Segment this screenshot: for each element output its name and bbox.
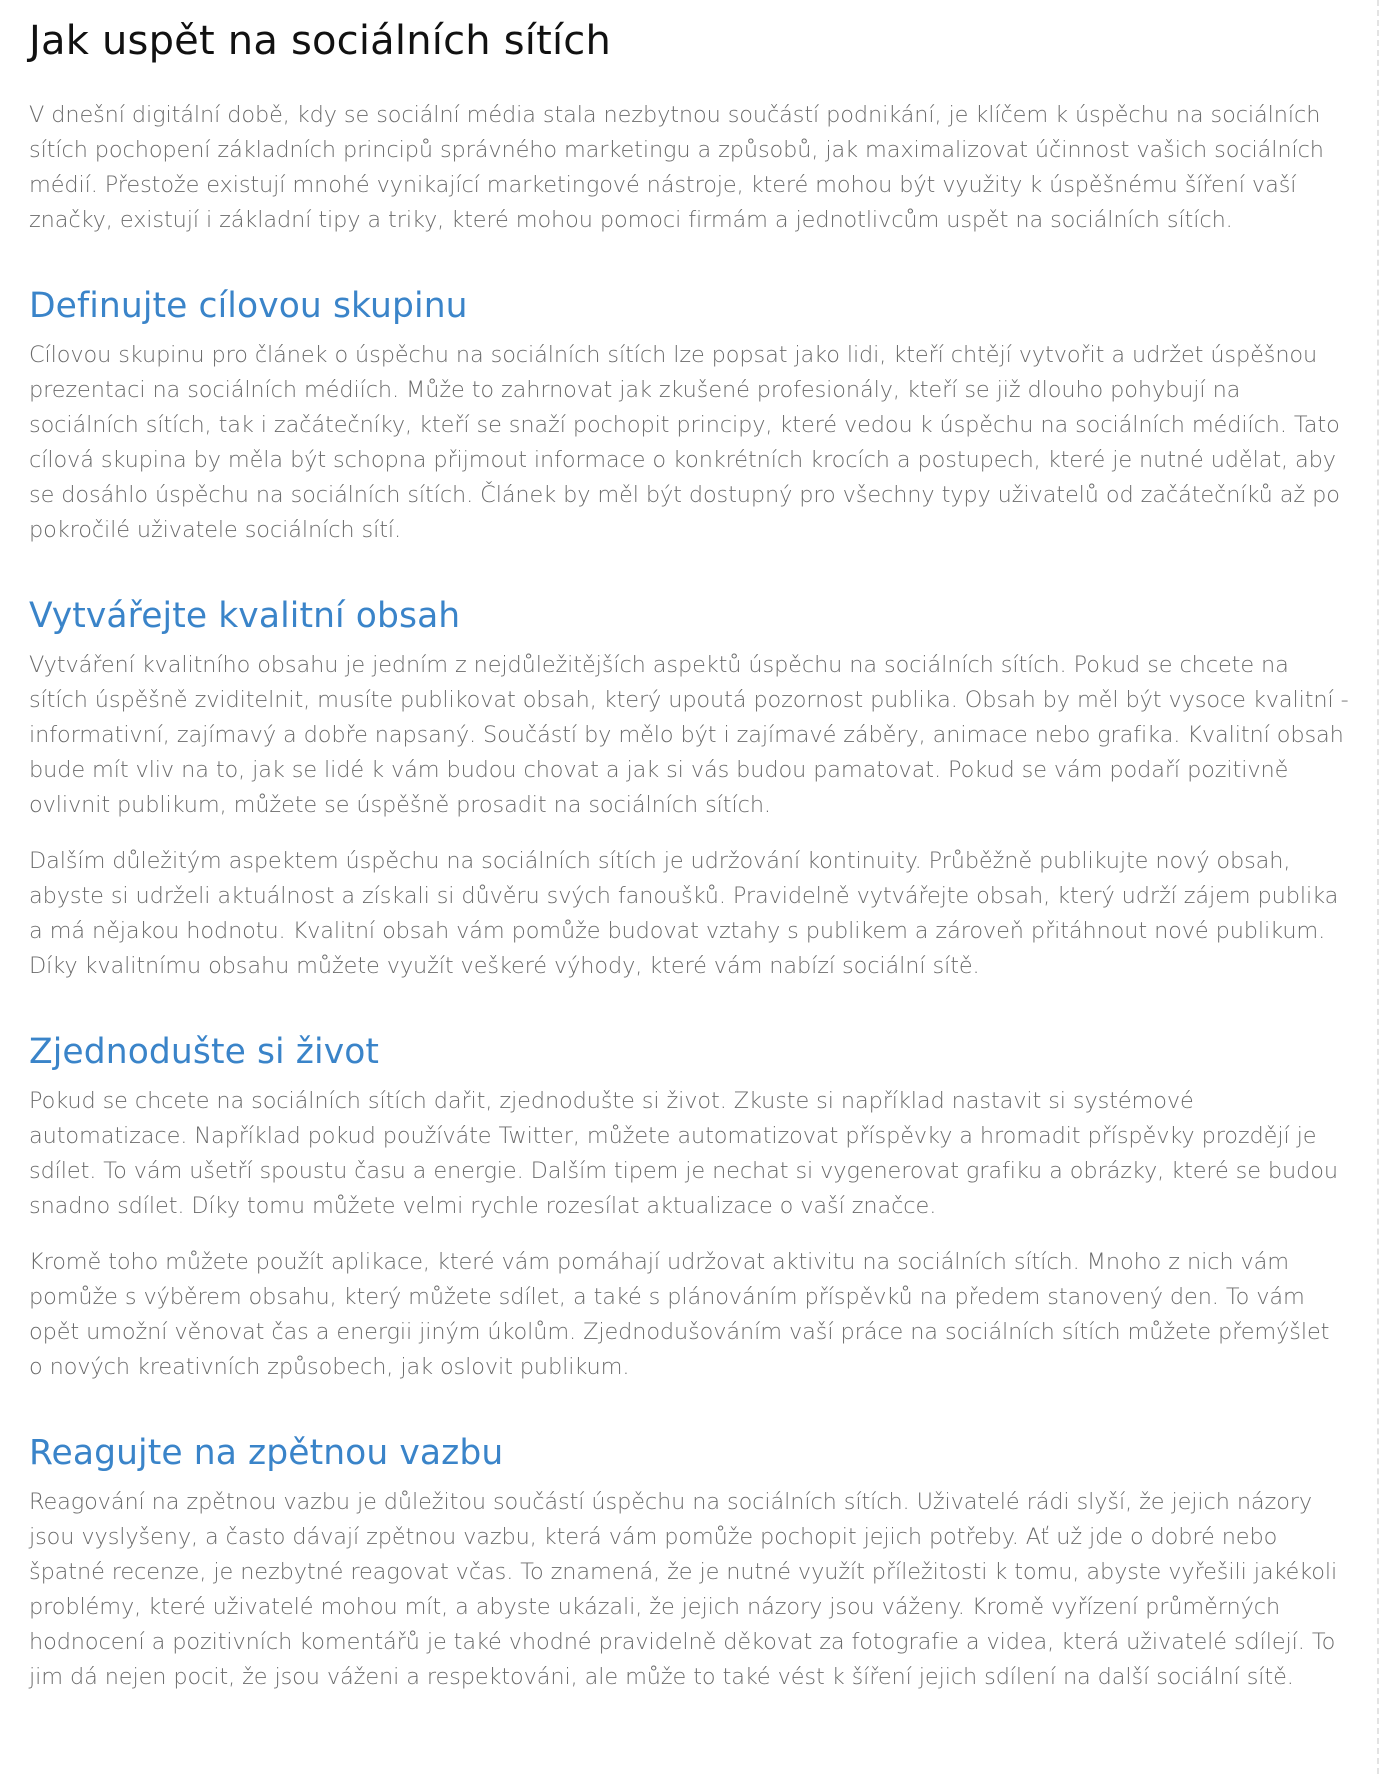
article [29, 0, 1349, 1695]
section-paragraph: Cílovou skupinu pro článek o úspěchu na sociálních sítích lze popsat jako lidi, kteří chtějí vytvořit a udržet úspěšnou prezentaci na sociálních médiích. Může to zahrnovat jak zkušené profesionály, kteří se již dlouho pohybují na sociálních sítích, tak i začátečníky, kteří se snaží pochopit principy, které vedou k úspěchu na sociálních médiích. Tato cílová skupina by měla být schopna přijmout informace o konkrétních krocích a postupech, které je nutné udělat, aby se dosáhlo úspěchu na sociálních sítích. Článek by měl být dostupný pro všechny typy uživatelů od začátečníků až po pokročilé uživatele sociálních sítí. [29, 342, 1340, 543]
article-title: Jak uspět na sociálních sítích [29, 18, 612, 64]
section-simplify-life [29, 1028, 1349, 1385]
section-paragraph: Reagování na zpětnou vazbu je důležitou součástí úspěchu na sociálních sítích. Uživatelé rádi slyší, že jejich názory jsou vyslyšeny, a často dávají zpětnou vazbu, která vám pomůže pochopit jejich potřeby. Ať už jde o dobré nebo špatné recenze, je nezbytné reagovat včas. To znamená, že je nutné využít příležitosti k tomu, abyste vyřešili jakékoli problémy, které uživatelé mohou mít, a abyste ukázali, že jejich názory jsou váženy. Kromě vyřízení průměrných hodnocení a pozitivních komentářů je také vhodné pravidelně děkovat za fotografie a videa, která uživatelé sdílejí. To jim dá nejen pocit, že jsou váženi a respektováni, ale může to také vést k šíření jejich sdílení na další sociální sítě. [29, 1489, 1338, 1690]
page-edge-divider [1377, 0, 1379, 1774]
section-quality-content [29, 592, 1349, 984]
section-target-group [29, 282, 1349, 548]
section-paragraph: Kromě toho můžete použít aplikace, které vám pomáhají udržovat aktivitu na sociálních sítích. Mnoho z nich vám pomůže s výběrem obsahu, který můžete sdílet, a také s plánováním příspěvků na předem stanovený den. To vám opět umožní věnovat čas a energii jiným úkolům. Zjednodušováním vaší práce na sociálních sítích můžete přemýšlet o nových kreativních způsobech, jak oslovit publikum. [29, 1249, 1330, 1380]
section-heading: Definujte cílovou skupinu [29, 286, 468, 326]
intro-paragraph: V dnešní digitální době, kdy se sociální média stala nezbytnou součástí podnikání, je klíčem k úspěchu na sociálních sítích pochopení základních principů správného marketingu a způsobů, jak maximalizovat účinnost vašich sociálních médií. Přestože existují mnohé vynikající marketingové nástroje, které mohou být využity k úspěšnému šíření vaší značky, existují i základní tipy a triky, které mohou pomoci firmám a jednotlivcům uspět na sociálních sítích. [29, 102, 1324, 233]
section-paragraph: Pokud se chcete na sociálních sítích dařit, zjednodušte si život. Zkuste si například nastavit si systémové automatizace. Například pokud používáte Twitter, můžete automatizovat příspěvky a hromadit příspěvky prozdějí je sdílet. To vám ušetří spoustu času a energie. Dalším tipem je nechat si vygenerovat grafiku a obrázky, které se budou snadno sdílet. Díky tomu můžete velmi rychle rozesílat aktualizace o vaší značce. [29, 1088, 1338, 1219]
section-paragraph: Vytváření kvalitního obsahu je jedním z nejdůležitějších aspektů úspěchu na sociálních sítích. Pokud se chcete na sítích úspěšně zviditelnit, musíte publikovat obsah, který upoutá pozornost publika. Obsah by měl být vysoce kvalitní - informativní, zajímavý a dobře napsaný. Součástí by mělo být i zajímavé záběry, animace nebo grafika. Kvalitní obsah bude mít vliv na to, jak se lidé k vám budou chovat a jak si vás budou pamatovat. Pokud se vám podaří pozitivně ovlivnit publikum, můžete se úspěšně prosadit na sociálních sítích. [29, 652, 1349, 818]
section-paragraph: Dalším důležitým aspektem úspěchu na sociálních sítích je udržování kontinuity. Průběžně publikujte nový obsah, abyste si udrželi aktuálnost a získali si důvěru svých fanoušků. Pravidelně vytvářejte obsah, který udrží zájem publika a má nějakou hodnotu. Kvalitní obsah vám pomůže budovat vztahy s publikem a zároveň přitáhnout nové publikum. Díky kvalitnímu obsahu můžete využít veškeré výhody, které vám nabízí sociální sítě. [29, 848, 1339, 979]
section-heading: Reagujte na zpětnou vazbu [29, 1433, 504, 1473]
section-feedback [29, 1429, 1349, 1695]
section-heading: Vytvářejte kvalitní obsah [29, 596, 461, 636]
section-heading: Zjednodušte si život [29, 1032, 380, 1072]
